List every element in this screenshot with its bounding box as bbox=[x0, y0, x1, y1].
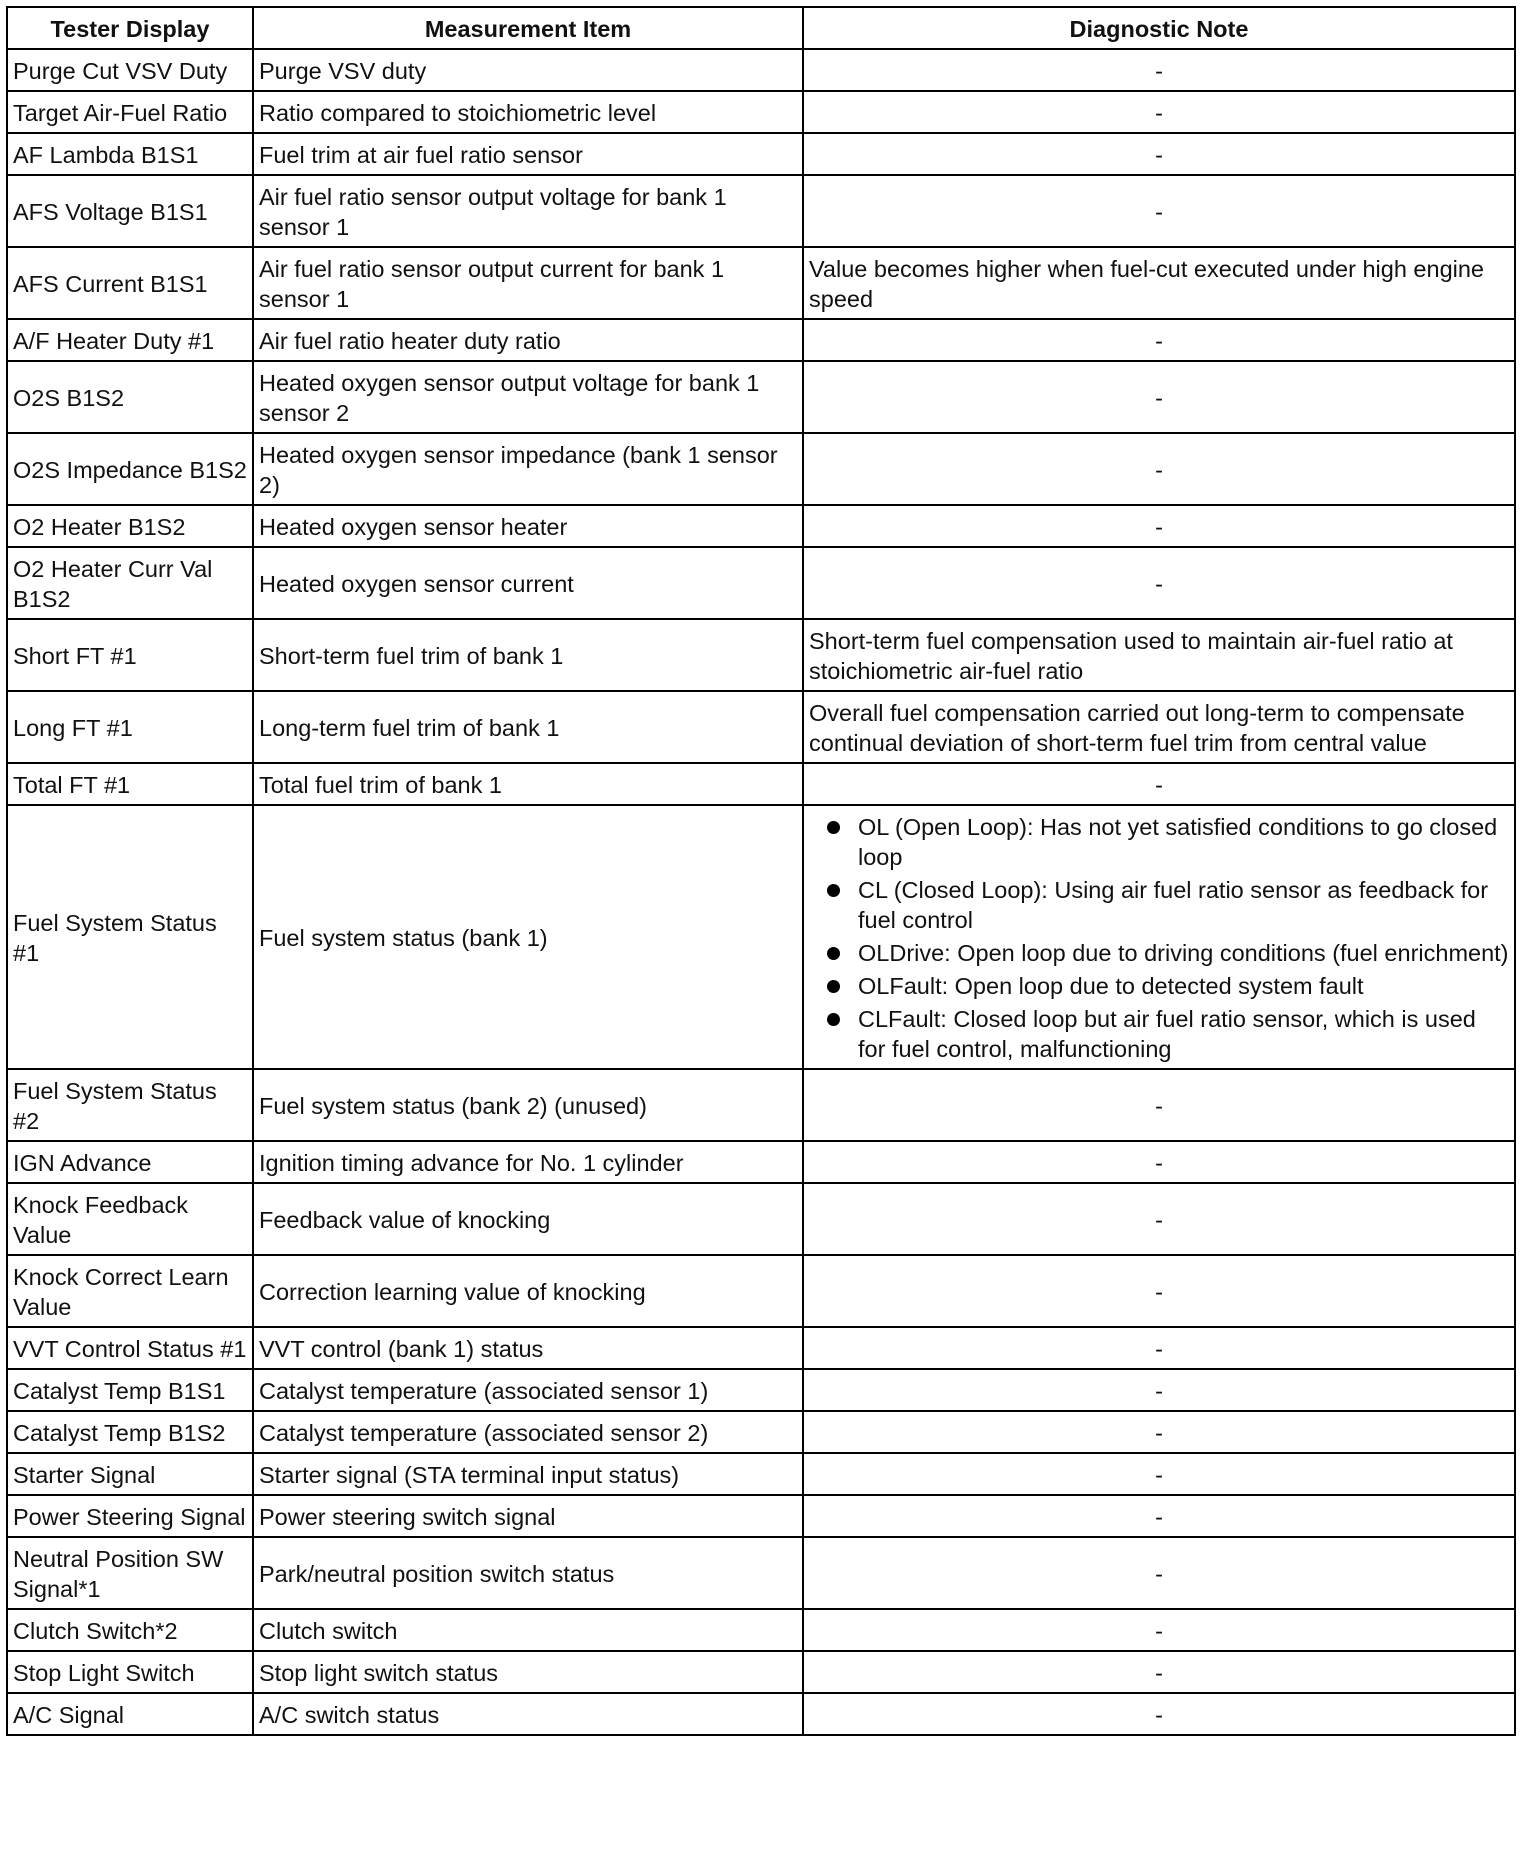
table-row bbox=[7, 1069, 1515, 1141]
measurement-item-cell: Total fuel trim of bank 1 bbox=[253, 763, 803, 805]
table-row bbox=[7, 1609, 1515, 1651]
table-row bbox=[7, 805, 1515, 1069]
list-item bbox=[822, 875, 1509, 935]
measurement-item-cell: Clutch switch bbox=[253, 1609, 803, 1651]
tester-display-cell: VVT Control Status #1 bbox=[7, 1327, 253, 1369]
diagnostic-note-cell: Short-term fuel compensation used to maintain air-fuel ratio at stoichiometric air-fuel ratio bbox=[803, 619, 1515, 691]
tester-display-cell: Total FT #1 bbox=[7, 763, 253, 805]
list-item-text: OL (Open Loop): Has not yet satisfied conditions to go closed loop bbox=[858, 814, 1498, 870]
measurement-item-cell: Fuel trim at air fuel ratio sensor bbox=[253, 133, 803, 175]
tester-display-cell: Fuel System Status #2 bbox=[7, 1069, 253, 1141]
diagnostic-note-cell: - bbox=[803, 1069, 1515, 1141]
diagnostic-note-cell: - bbox=[803, 1411, 1515, 1453]
diagnostic-note-cell: - bbox=[803, 133, 1515, 175]
table-row bbox=[7, 1141, 1515, 1183]
bullet-dot-icon bbox=[827, 947, 840, 960]
list-item bbox=[822, 1004, 1509, 1064]
tester-display-cell: Knock Feedback Value bbox=[7, 1183, 253, 1255]
table-row bbox=[7, 175, 1515, 247]
tester-display-cell: A/C Signal bbox=[7, 1693, 253, 1735]
measurement-item-cell: A/C switch status bbox=[253, 1693, 803, 1735]
list-item-text: CL (Closed Loop): Using air fuel ratio sensor as feedback for fuel control bbox=[858, 877, 1489, 933]
diagnostic-note-cell: Value becomes higher when fuel-cut executed under high engine speed bbox=[803, 247, 1515, 319]
table-row bbox=[7, 1495, 1515, 1537]
table-row bbox=[7, 1411, 1515, 1453]
measurement-item-cell: Ratio compared to stoichiometric level bbox=[253, 91, 803, 133]
list-item-text: CLFault: Closed loop but air fuel ratio sensor, which is used for fuel control, malfunctioning bbox=[858, 1006, 1476, 1062]
header-measurement-item: Measurement Item bbox=[253, 7, 803, 49]
measurement-item-cell: Purge VSV duty bbox=[253, 49, 803, 91]
list-item bbox=[822, 971, 1509, 1001]
table-row bbox=[7, 433, 1515, 505]
measurement-item-cell: Feedback value of knocking bbox=[253, 1183, 803, 1255]
tester-display-cell: Purge Cut VSV Duty bbox=[7, 49, 253, 91]
diagnostic-note-cell: - bbox=[803, 1495, 1515, 1537]
diagnostic-note-cell: - bbox=[803, 1609, 1515, 1651]
measurement-item-cell: Short-term fuel trim of bank 1 bbox=[253, 619, 803, 691]
diagnostic-note-cell: - bbox=[803, 1183, 1515, 1255]
header-diagnostic-note: Diagnostic Note bbox=[803, 7, 1515, 49]
diagnostic-note-cell: - bbox=[803, 91, 1515, 133]
list-item-text: OLDrive: Open loop due to driving conditions (fuel enrichment) bbox=[858, 940, 1509, 966]
measurement-item-cell: Catalyst temperature (associated sensor 2) bbox=[253, 1411, 803, 1453]
list-item-text: OLFault: Open loop due to detected system fault bbox=[858, 973, 1364, 999]
tester-display-cell: IGN Advance bbox=[7, 1141, 253, 1183]
diagnostic-note-cell: - bbox=[803, 505, 1515, 547]
measurement-item-cell: Fuel system status (bank 2) (unused) bbox=[253, 1069, 803, 1141]
measurement-item-cell: Fuel system status (bank 1) bbox=[253, 805, 803, 1069]
fuel-status-list bbox=[822, 812, 1509, 1064]
measurement-item-cell: Long-term fuel trim of bank 1 bbox=[253, 691, 803, 763]
diagnostic-note-cell: - bbox=[803, 1537, 1515, 1609]
tester-display-cell: Stop Light Switch bbox=[7, 1651, 253, 1693]
tester-display-cell: Catalyst Temp B1S1 bbox=[7, 1369, 253, 1411]
table-row bbox=[7, 49, 1515, 91]
measurement-item-cell: Power steering switch signal bbox=[253, 1495, 803, 1537]
diagnostic-note-cell: - bbox=[803, 763, 1515, 805]
diagnostic-note-cell: - bbox=[803, 1141, 1515, 1183]
measurement-item-cell: Catalyst temperature (associated sensor 1) bbox=[253, 1369, 803, 1411]
measurement-item-cell: Heated oxygen sensor impedance (bank 1 sensor 2) bbox=[253, 433, 803, 505]
measurement-item-cell: Heated oxygen sensor current bbox=[253, 547, 803, 619]
tester-display-cell: Clutch Switch*2 bbox=[7, 1609, 253, 1651]
measurement-item-cell: Air fuel ratio sensor output voltage for bank 1 sensor 1 bbox=[253, 175, 803, 247]
tester-display-cell: Power Steering Signal bbox=[7, 1495, 253, 1537]
header-tester-display: Tester Display bbox=[7, 7, 253, 49]
tester-display-cell: Knock Correct Learn Value bbox=[7, 1255, 253, 1327]
list-item bbox=[822, 938, 1509, 968]
table-row bbox=[7, 619, 1515, 691]
diagnostic-note-cell: - bbox=[803, 175, 1515, 247]
bullet-dot-icon bbox=[827, 821, 840, 834]
table-row bbox=[7, 691, 1515, 763]
tester-display-cell: O2 Heater B1S2 bbox=[7, 505, 253, 547]
table-row bbox=[7, 1327, 1515, 1369]
tester-display-cell: Target Air-Fuel Ratio bbox=[7, 91, 253, 133]
diagnostic-note-cell: - bbox=[803, 319, 1515, 361]
table-row bbox=[7, 1537, 1515, 1609]
diagnostic-note-cell: - bbox=[803, 547, 1515, 619]
table-row bbox=[7, 1255, 1515, 1327]
tester-display-cell: Long FT #1 bbox=[7, 691, 253, 763]
measurement-item-cell: Heated oxygen sensor heater bbox=[253, 505, 803, 547]
table-row bbox=[7, 1369, 1515, 1411]
diagnostic-note-cell: - bbox=[803, 1327, 1515, 1369]
measurement-item-cell: Correction learning value of knocking bbox=[253, 1255, 803, 1327]
table-row bbox=[7, 91, 1515, 133]
data-list-table bbox=[6, 6, 1516, 1736]
table-row bbox=[7, 1651, 1515, 1693]
diagnostic-note-cell: - bbox=[803, 49, 1515, 91]
bullet-dot-icon bbox=[827, 884, 840, 897]
table-row bbox=[7, 361, 1515, 433]
table-row bbox=[7, 247, 1515, 319]
tester-display-cell: AFS Current B1S1 bbox=[7, 247, 253, 319]
diagnostic-note-cell: - bbox=[803, 1369, 1515, 1411]
tester-display-cell: AF Lambda B1S1 bbox=[7, 133, 253, 175]
measurement-item-cell: Ignition timing advance for No. 1 cylinder bbox=[253, 1141, 803, 1183]
tester-display-cell: Fuel System Status #1 bbox=[7, 805, 253, 1069]
diagnostic-note-cell: - bbox=[803, 1651, 1515, 1693]
table-row bbox=[7, 1453, 1515, 1495]
table-row bbox=[7, 1693, 1515, 1735]
tester-display-cell: Starter Signal bbox=[7, 1453, 253, 1495]
diagnostic-note-cell: Overall fuel compensation carried out long-term to compensate continual deviation of short-term fuel trim from central value bbox=[803, 691, 1515, 763]
table-row bbox=[7, 505, 1515, 547]
diagnostic-note-cell: - bbox=[803, 1255, 1515, 1327]
tester-display-cell: O2S B1S2 bbox=[7, 361, 253, 433]
measurement-item-cell: Air fuel ratio sensor output current for bank 1 sensor 1 bbox=[253, 247, 803, 319]
list-item bbox=[822, 812, 1509, 872]
tester-display-cell: Neutral Position SW Signal*1 bbox=[7, 1537, 253, 1609]
table-row bbox=[7, 319, 1515, 361]
diagnostic-note-cell: - bbox=[803, 1453, 1515, 1495]
table-row bbox=[7, 547, 1515, 619]
table-row bbox=[7, 763, 1515, 805]
tester-display-cell: AFS Voltage B1S1 bbox=[7, 175, 253, 247]
tester-display-cell: Catalyst Temp B1S2 bbox=[7, 1411, 253, 1453]
diagnostic-note-cell: - bbox=[803, 1693, 1515, 1735]
measurement-item-cell: Air fuel ratio heater duty ratio bbox=[253, 319, 803, 361]
tester-display-cell: O2 Heater Curr Val B1S2 bbox=[7, 547, 253, 619]
table-body bbox=[7, 49, 1515, 1735]
table-row bbox=[7, 133, 1515, 175]
table-header-row bbox=[7, 7, 1515, 49]
tester-display-cell: Short FT #1 bbox=[7, 619, 253, 691]
diagnostic-note-cell: - bbox=[803, 433, 1515, 505]
measurement-item-cell: Starter signal (STA terminal input status) bbox=[253, 1453, 803, 1495]
measurement-item-cell: Heated oxygen sensor output voltage for bank 1 sensor 2 bbox=[253, 361, 803, 433]
measurement-item-cell: Stop light switch status bbox=[253, 1651, 803, 1693]
tester-display-cell: O2S Impedance B1S2 bbox=[7, 433, 253, 505]
tester-display-cell: A/F Heater Duty #1 bbox=[7, 319, 253, 361]
table-row bbox=[7, 1183, 1515, 1255]
data-list-sheet bbox=[6, 6, 1514, 1736]
measurement-item-cell: VVT control (bank 1) status bbox=[253, 1327, 803, 1369]
measurement-item-cell: Park/neutral position switch status bbox=[253, 1537, 803, 1609]
diagnostic-note-cell bbox=[803, 805, 1515, 1069]
bullet-dot-icon bbox=[827, 1013, 840, 1026]
bullet-dot-icon bbox=[827, 980, 840, 993]
diagnostic-note-cell: - bbox=[803, 361, 1515, 433]
